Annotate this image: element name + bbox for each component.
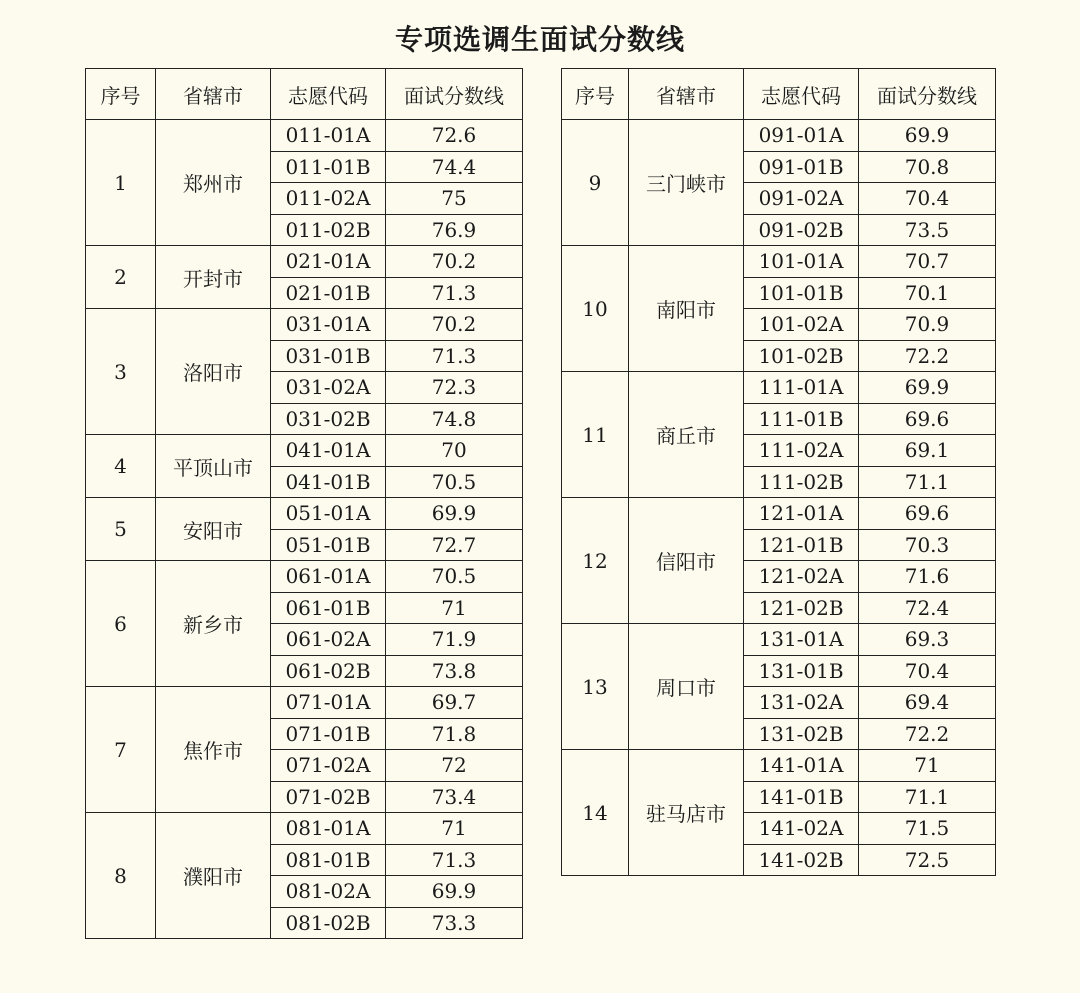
- preference-code: 071-02A: [271, 750, 386, 782]
- interview-score: 71.5: [859, 813, 996, 845]
- interview-score: 70.4: [859, 655, 996, 687]
- interview-score: 71: [386, 813, 523, 845]
- table-row: [562, 498, 996, 530]
- interview-score: 72.4: [859, 592, 996, 624]
- interview-score: 69.6: [859, 498, 996, 530]
- score-table-left: [85, 68, 523, 939]
- interview-score: 74.8: [386, 403, 523, 435]
- interview-score: 69.4: [859, 687, 996, 719]
- table-row: [562, 246, 996, 278]
- preference-code: 011-01B: [271, 151, 386, 183]
- interview-score: 69.1: [859, 435, 996, 467]
- table-row: [86, 813, 523, 845]
- city-name: 商丘市: [629, 372, 744, 498]
- table-row: [86, 120, 523, 152]
- interview-score: 71.8: [386, 718, 523, 750]
- score-table-right: [561, 68, 996, 876]
- interview-score: 72.6: [386, 120, 523, 152]
- header-score: 面试分数线: [859, 69, 996, 120]
- interview-score: 71.6: [859, 561, 996, 593]
- preference-code: 091-02B: [744, 214, 859, 246]
- row-number: 9: [562, 120, 629, 246]
- interview-score: 73.3: [386, 907, 523, 939]
- preference-code: 121-01A: [744, 498, 859, 530]
- preference-code: 061-02A: [271, 624, 386, 656]
- preference-code: 111-02B: [744, 466, 859, 498]
- preference-code: 031-02B: [271, 403, 386, 435]
- preference-code: 061-02B: [271, 655, 386, 687]
- city-name: 南阳市: [629, 246, 744, 372]
- row-number: 1: [86, 120, 156, 246]
- preference-code: 031-02A: [271, 372, 386, 404]
- preference-code: 131-01A: [744, 624, 859, 656]
- interview-score: 69.7: [386, 687, 523, 719]
- preference-code: 081-01A: [271, 813, 386, 845]
- preference-code: 091-01B: [744, 151, 859, 183]
- interview-score: 70.7: [859, 246, 996, 278]
- preference-code: 041-01A: [271, 435, 386, 467]
- preference-code: 121-02A: [744, 561, 859, 593]
- preference-code: 121-02B: [744, 592, 859, 624]
- preference-code: 021-01B: [271, 277, 386, 309]
- header-city: 省辖市: [156, 69, 271, 120]
- city-name: 开封市: [156, 246, 271, 309]
- interview-score: 73.4: [386, 781, 523, 813]
- preference-code: 011-02A: [271, 183, 386, 215]
- interview-score: 69.6: [859, 403, 996, 435]
- row-number: 11: [562, 372, 629, 498]
- row-number: 7: [86, 687, 156, 813]
- interview-score: 72.5: [859, 844, 996, 876]
- city-name: 平顶山市: [156, 435, 271, 498]
- interview-score: 71: [386, 592, 523, 624]
- header-no: 序号: [562, 69, 629, 120]
- city-name: 周口市: [629, 624, 744, 750]
- preference-code: 141-01A: [744, 750, 859, 782]
- preference-code: 101-02B: [744, 340, 859, 372]
- interview-score: 70.2: [386, 246, 523, 278]
- preference-code: 061-01B: [271, 592, 386, 624]
- interview-score: 72.7: [386, 529, 523, 561]
- header-city: 省辖市: [629, 69, 744, 120]
- interview-score: 71: [859, 750, 996, 782]
- city-name: 郑州市: [156, 120, 271, 246]
- row-number: 4: [86, 435, 156, 498]
- interview-score: 73.8: [386, 655, 523, 687]
- row-number: 2: [86, 246, 156, 309]
- row-number: 6: [86, 561, 156, 687]
- preference-code: 081-01B: [271, 844, 386, 876]
- preference-code: 071-01A: [271, 687, 386, 719]
- interview-score: 69.9: [386, 876, 523, 908]
- interview-score: 72.3: [386, 372, 523, 404]
- header-code: 志愿代码: [744, 69, 859, 120]
- interview-score: 76.9: [386, 214, 523, 246]
- interview-score: 69.9: [859, 120, 996, 152]
- preference-code: 081-02A: [271, 876, 386, 908]
- preference-code: 141-01B: [744, 781, 859, 813]
- city-name: 洛阳市: [156, 309, 271, 435]
- city-name: 三门峡市: [629, 120, 744, 246]
- header-no: 序号: [86, 69, 156, 120]
- preference-code: 051-01A: [271, 498, 386, 530]
- row-number: 10: [562, 246, 629, 372]
- table-row: [562, 750, 996, 782]
- header-code: 志愿代码: [271, 69, 386, 120]
- interview-score: 72.2: [859, 718, 996, 750]
- preference-code: 141-02A: [744, 813, 859, 845]
- interview-score: 69.9: [859, 372, 996, 404]
- interview-score: 71.1: [859, 781, 996, 813]
- interview-score: 70.5: [386, 561, 523, 593]
- preference-code: 071-02B: [271, 781, 386, 813]
- interview-score: 73.5: [859, 214, 996, 246]
- interview-score: 70.9: [859, 309, 996, 341]
- preference-code: 101-01A: [744, 246, 859, 278]
- city-name: 驻马店市: [629, 750, 744, 876]
- interview-score: 69.3: [859, 624, 996, 656]
- row-number: 14: [562, 750, 629, 876]
- page-title: 专项选调生面试分数线: [394, 23, 685, 56]
- preference-code: 011-02B: [271, 214, 386, 246]
- table-row: [86, 687, 523, 719]
- preference-code: 031-01A: [271, 309, 386, 341]
- row-number: 13: [562, 624, 629, 750]
- table-header-row: [86, 69, 523, 120]
- interview-score: 70.2: [386, 309, 523, 341]
- table-row: [86, 309, 523, 341]
- preference-code: 021-01A: [271, 246, 386, 278]
- preference-code: 111-02A: [744, 435, 859, 467]
- table-row: [562, 120, 996, 152]
- preference-code: 011-01A: [271, 120, 386, 152]
- preference-code: 071-01B: [271, 718, 386, 750]
- preference-code: 051-01B: [271, 529, 386, 561]
- interview-score: 70: [386, 435, 523, 467]
- table-row: [562, 624, 996, 656]
- preference-code: 081-02B: [271, 907, 386, 939]
- row-number: 3: [86, 309, 156, 435]
- interview-score: 69.9: [386, 498, 523, 530]
- preference-code: 131-02B: [744, 718, 859, 750]
- interview-score: 75: [386, 183, 523, 215]
- preference-code: 131-02A: [744, 687, 859, 719]
- interview-score: 70.3: [859, 529, 996, 561]
- preference-code: 121-01B: [744, 529, 859, 561]
- preference-code: 101-01B: [744, 277, 859, 309]
- table-row: [86, 498, 523, 530]
- preference-code: 091-01A: [744, 120, 859, 152]
- city-name: 新乡市: [156, 561, 271, 687]
- preference-code: 141-02B: [744, 844, 859, 876]
- interview-score: 70.5: [386, 466, 523, 498]
- interview-score: 71.3: [386, 844, 523, 876]
- preference-code: 131-01B: [744, 655, 859, 687]
- header-score: 面试分数线: [386, 69, 523, 120]
- interview-score: 72: [386, 750, 523, 782]
- city-name: 信阳市: [629, 498, 744, 624]
- preference-code: 111-01B: [744, 403, 859, 435]
- row-number: 5: [86, 498, 156, 561]
- interview-score: 71.1: [859, 466, 996, 498]
- preference-code: 091-02A: [744, 183, 859, 215]
- interview-score: 71.3: [386, 340, 523, 372]
- row-number: 12: [562, 498, 629, 624]
- interview-score: 70.1: [859, 277, 996, 309]
- city-name: 安阳市: [156, 498, 271, 561]
- interview-score: 71.3: [386, 277, 523, 309]
- table-row: [86, 246, 523, 278]
- interview-score: 70.8: [859, 151, 996, 183]
- table-row: [86, 435, 523, 467]
- city-name: 焦作市: [156, 687, 271, 813]
- table-header-row: [562, 69, 996, 120]
- interview-score: 71.9: [386, 624, 523, 656]
- table-row: [86, 561, 523, 593]
- preference-code: 041-01B: [271, 466, 386, 498]
- interview-score: 70.4: [859, 183, 996, 215]
- interview-score: 72.2: [859, 340, 996, 372]
- preference-code: 111-01A: [744, 372, 859, 404]
- preference-code: 101-02A: [744, 309, 859, 341]
- table-row: [562, 372, 996, 404]
- interview-score: 74.4: [386, 151, 523, 183]
- row-number: 8: [86, 813, 156, 939]
- city-name: 濮阳市: [156, 813, 271, 939]
- preference-code: 061-01A: [271, 561, 386, 593]
- preference-code: 031-01B: [271, 340, 386, 372]
